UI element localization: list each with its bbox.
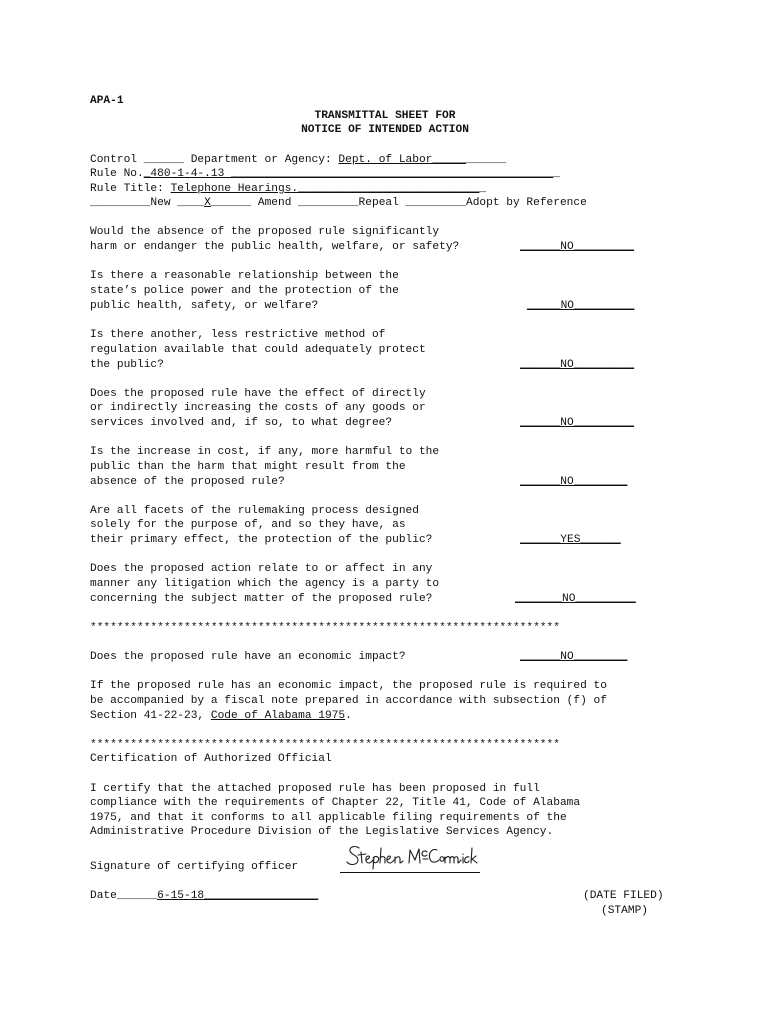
separator-1: ********************************************************************** bbox=[90, 622, 560, 634]
question-6-line-1: Are all facets of the rulemaking process designed bbox=[90, 505, 419, 517]
question-4-line-1: Does the proposed rule have the effect of directly bbox=[90, 388, 426, 400]
form-id: APA-1 bbox=[90, 95, 124, 107]
certification-line-2: compliance with the requirements of Chapter 22, Title 41, Code of Alabama bbox=[90, 797, 581, 809]
question-1-line-2: harm or endanger the public health, welfare, or safety? bbox=[90, 241, 460, 253]
date-value: 6-15-18_________________ bbox=[157, 890, 319, 902]
control-department-line bbox=[90, 153, 506, 167]
title-line-1: TRANSMITTAL SHEET FOR bbox=[314, 110, 456, 122]
rule-no-tail: _ bbox=[553, 168, 560, 180]
question-7-line-3: concerning the subject matter of the proposed rule? bbox=[90, 593, 433, 605]
action-type-line bbox=[90, 196, 587, 210]
stamp-label: (STAMP) bbox=[601, 905, 648, 917]
question-1-answer: ______NO_________ bbox=[520, 241, 635, 253]
question-6-line-3: their primary effect, the protection of the public? bbox=[90, 534, 433, 546]
question-5-answer: ______NO________ bbox=[520, 476, 628, 488]
question-7-answer: _______NO_________ bbox=[515, 593, 636, 605]
question-7-line-1: Does the proposed action relate to or affect in any bbox=[90, 563, 433, 575]
question-2-answer: _____NO_________ bbox=[527, 300, 635, 312]
question-6-answer: ______YES______ bbox=[520, 534, 621, 546]
action-mark: X bbox=[204, 197, 211, 209]
signature-line bbox=[340, 872, 480, 873]
date-label: Date______ bbox=[90, 890, 158, 902]
signature-image bbox=[345, 842, 480, 872]
fiscal-line3-post: . bbox=[345, 710, 352, 722]
fiscal-note-line-2: be accompanied by a fiscal note prepared in accordance with subsection (f) of bbox=[90, 695, 607, 707]
rule-title-line bbox=[90, 182, 486, 196]
question-3-answer: ______NO_________ bbox=[520, 359, 635, 371]
action-line-pre: _________New ____ bbox=[90, 197, 205, 209]
question-2-line-1: Is there a reasonable relationship between the bbox=[90, 270, 399, 282]
fiscal-line3-pre: Section 41-22-23, bbox=[90, 710, 211, 722]
certification-line-3: 1975, and that it conforms to all applicable filing requirements of the bbox=[90, 812, 567, 824]
rule-title-tail: _ bbox=[479, 183, 487, 195]
code-of-alabama: Code of Alabama 1975 bbox=[210, 710, 346, 722]
action-line-post: ______ Amend _________Repeal _________Adopt by Reference bbox=[210, 197, 587, 209]
rule-no-line bbox=[90, 167, 560, 181]
department-value: Dept. of Labor_____ bbox=[338, 154, 466, 166]
department-tail: ______ bbox=[465, 154, 507, 166]
question-4-line-3: services involved and, if so, to what degree? bbox=[90, 417, 393, 429]
question-1-line-1: Would the absence of the proposed rule significantly bbox=[90, 226, 440, 238]
question-6-line-2: solely for the purpose of, and so they have, as bbox=[90, 519, 406, 531]
rule-title-value: Telephone Hearings.___________________________ bbox=[170, 183, 480, 195]
certification-line-1: I certify that the attached proposed rule has been proposed in full bbox=[90, 783, 540, 795]
question-5-line-3: absence of the proposed rule? bbox=[90, 476, 285, 488]
question-5-line-2: public than the harm that might result from the bbox=[90, 461, 406, 473]
date-line bbox=[90, 889, 318, 903]
signature-label: Signature of certifying officer bbox=[90, 861, 299, 873]
separator-2: ********************************************************************** bbox=[90, 739, 560, 751]
question-7-line-2: manner any litigation which the agency is a party to bbox=[90, 578, 440, 590]
stamp-date-filed: (DATE FILED) bbox=[583, 890, 664, 902]
question-3-line-2: regulation available that could adequately protect bbox=[90, 344, 426, 356]
certification-line-4: Administrative Procedure Division of the Legislative Services Agency. bbox=[90, 826, 554, 838]
question-3-line-3: the public? bbox=[90, 359, 164, 371]
rule-no-value: _480-1-4-.13 ________________________________________________ bbox=[143, 168, 554, 180]
question-2-line-3: public health, safety, or welfare? bbox=[90, 300, 319, 312]
rule-title-label: Rule Title: bbox=[90, 183, 171, 195]
question-5-line-1: Is the increase in cost, if any, more harmful to the bbox=[90, 446, 440, 458]
rule-no-label: Rule No. bbox=[90, 168, 144, 180]
question-3-line-1: Is there another, less restrictive method of bbox=[90, 329, 386, 341]
control-label: Control ______ Department or Agency: bbox=[90, 154, 339, 166]
question-2-line-2: state’s police power and the protection of the bbox=[90, 285, 399, 297]
fiscal-note-line-3 bbox=[90, 709, 352, 723]
economic-answer: ______NO________ bbox=[520, 651, 628, 663]
certification-heading: Certification of Authorized Official bbox=[90, 753, 332, 765]
fiscal-note-line-1: If the proposed rule has an economic impact, the proposed rule is required to bbox=[90, 680, 607, 692]
economic-question: Does the proposed rule have an economic impact? bbox=[90, 651, 406, 663]
title-line-2: NOTICE OF INTENDED ACTION bbox=[301, 124, 469, 136]
question-4-answer: ______NO_________ bbox=[520, 417, 635, 429]
question-4-line-2: or indirectly increasing the costs of any goods or bbox=[90, 402, 426, 414]
